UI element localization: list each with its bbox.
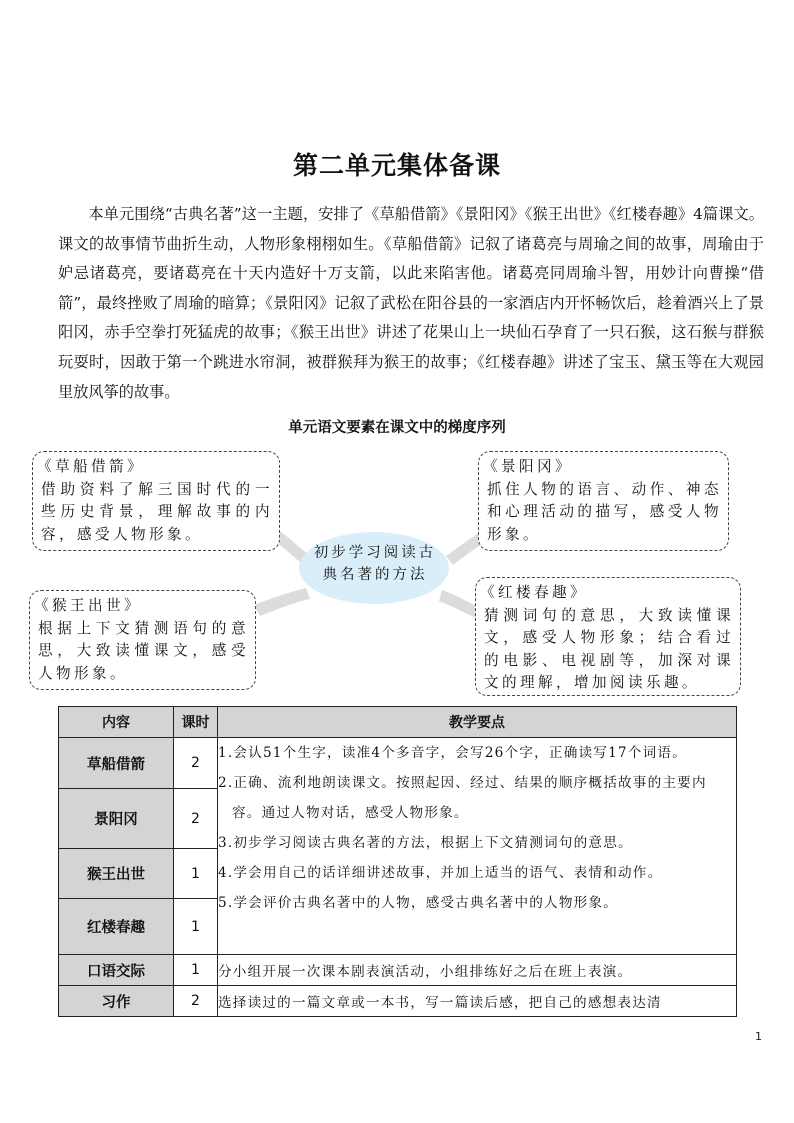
table-header-row (59, 707, 737, 738)
lesson-name: 猴王出世 (59, 849, 174, 899)
lesson-hours: 1 (174, 849, 218, 899)
lesson-card-caochuanjiejian (32, 451, 280, 551)
teaching-points (218, 738, 737, 955)
card-text: 猜测词句的意思，大致读懂课文，感受人物形象；结合看过的电影、电视剧等，加深对课文的理解，增加阅读乐趣。 (484, 606, 734, 691)
table-row (59, 986, 737, 1017)
card-text: 抓住人物的语言、动作、神态和心理活动的描写，感受人物形象。 (487, 480, 722, 543)
lesson-hours: 1 (174, 955, 218, 986)
column-header: 内容 (59, 707, 174, 738)
intro-paragraph: 本单元围绕“古典名著”这一主题，安排了《草船借箭》《景阳冈》《猴王出世》《红楼春趣》4篇课文。课文的故事情节曲折生动，人物形象栩栩如生。《草船借箭》记叙了诸葛亮与周瑜之间的故事，周瑜由于妒忌诸葛亮，要诸葛亮在十天内造好十万支箭，以此来陷害他。诸葛亮同周瑜斗智，用妙计向曹操“借箭”，最终挫败了周瑜的暗算；《景阳冈》记叙了武松在阳谷县的一家酒店内开怀畅饮后，趁着酒兴上了景阳冈，赤手空拳打死猛虎的故事；《猴王出世》讲述了花果山上一块仙石孕育了一只石猴，这石猴与群猴玩耍时，因敢于第一个跳进水帘洞，被群猴拜为猴王的故事；《红楼春趣》讲述了宝玉、黛玉等在大观园里放风筝的故事。 (58, 205, 764, 401)
lesson-name: 口语交际 (59, 955, 174, 986)
teaching-plan-table (58, 706, 737, 1017)
teaching-point: 选择读过的一篇文章或一本书，写一篇读后感，把自己的感想表达清 (218, 986, 737, 1017)
lesson-hours: 2 (174, 738, 218, 789)
page-title: 第二单元集体备课 (292, 151, 501, 180)
lesson-name: 草船借箭 (59, 738, 174, 789)
table-row (59, 955, 737, 986)
page-number: 1 (755, 1030, 762, 1043)
lesson-name: 习作 (59, 986, 174, 1017)
column-header: 课时 (174, 707, 218, 738)
card-title: 《草船借箭》 (37, 458, 145, 475)
table-row (59, 738, 737, 789)
teaching-point: 5.学会评价古典名著中的人物，感受古典名著中的人物形象。 (218, 895, 619, 911)
lesson-name: 景阳冈 (59, 789, 174, 849)
lesson-hours: 1 (174, 899, 218, 955)
card-text: 借助资料了解三国时代的一些历史背景，理解故事的内容，感受人物形象。 (41, 480, 273, 543)
lesson-hours: 2 (174, 986, 218, 1017)
lesson-hours: 2 (174, 789, 218, 849)
lesson-card-jingyanggang (478, 451, 729, 551)
teaching-point: 4.学会用自己的话详细讲述故事，并加上适当的语气、表情和动作。 (218, 865, 663, 881)
teaching-point: 2.正确、流利地朗读课文。按照起因、经过、结果的顺序概括故事的主要内容。通过人物对话，感受人物形象。 (218, 775, 707, 821)
lesson-card-houwangchushi (29, 590, 256, 690)
teaching-point: 分小组开展一次课本剧表演活动，小组排练好之后在班上表演。 (218, 955, 737, 986)
teaching-point: 3.初步学习阅读古典名著的方法，根据上下文猜测词句的意思。 (218, 835, 633, 851)
lesson-name: 红楼春趣 (59, 899, 174, 955)
column-header: 教学要点 (218, 707, 737, 738)
card-title: 《景阳冈》 (483, 458, 573, 475)
card-text: 根据上下文猜测语句的意思，大致读懂课文，感受人物形象。 (38, 619, 249, 682)
center-topic: 初步学习阅读古典名著的方法 (313, 545, 437, 583)
diagram-title: 单元语文要素在课文中的梯度序列 (288, 420, 506, 436)
teaching-point: 1.会认51个生字，读准4个多音字，会写26个字，正确读写17个词语。 (218, 745, 687, 761)
card-title: 《猴王出世》 (34, 597, 142, 614)
lesson-card-hongloucunqu (475, 577, 741, 696)
card-title: 《红楼春趣》 (480, 584, 588, 601)
